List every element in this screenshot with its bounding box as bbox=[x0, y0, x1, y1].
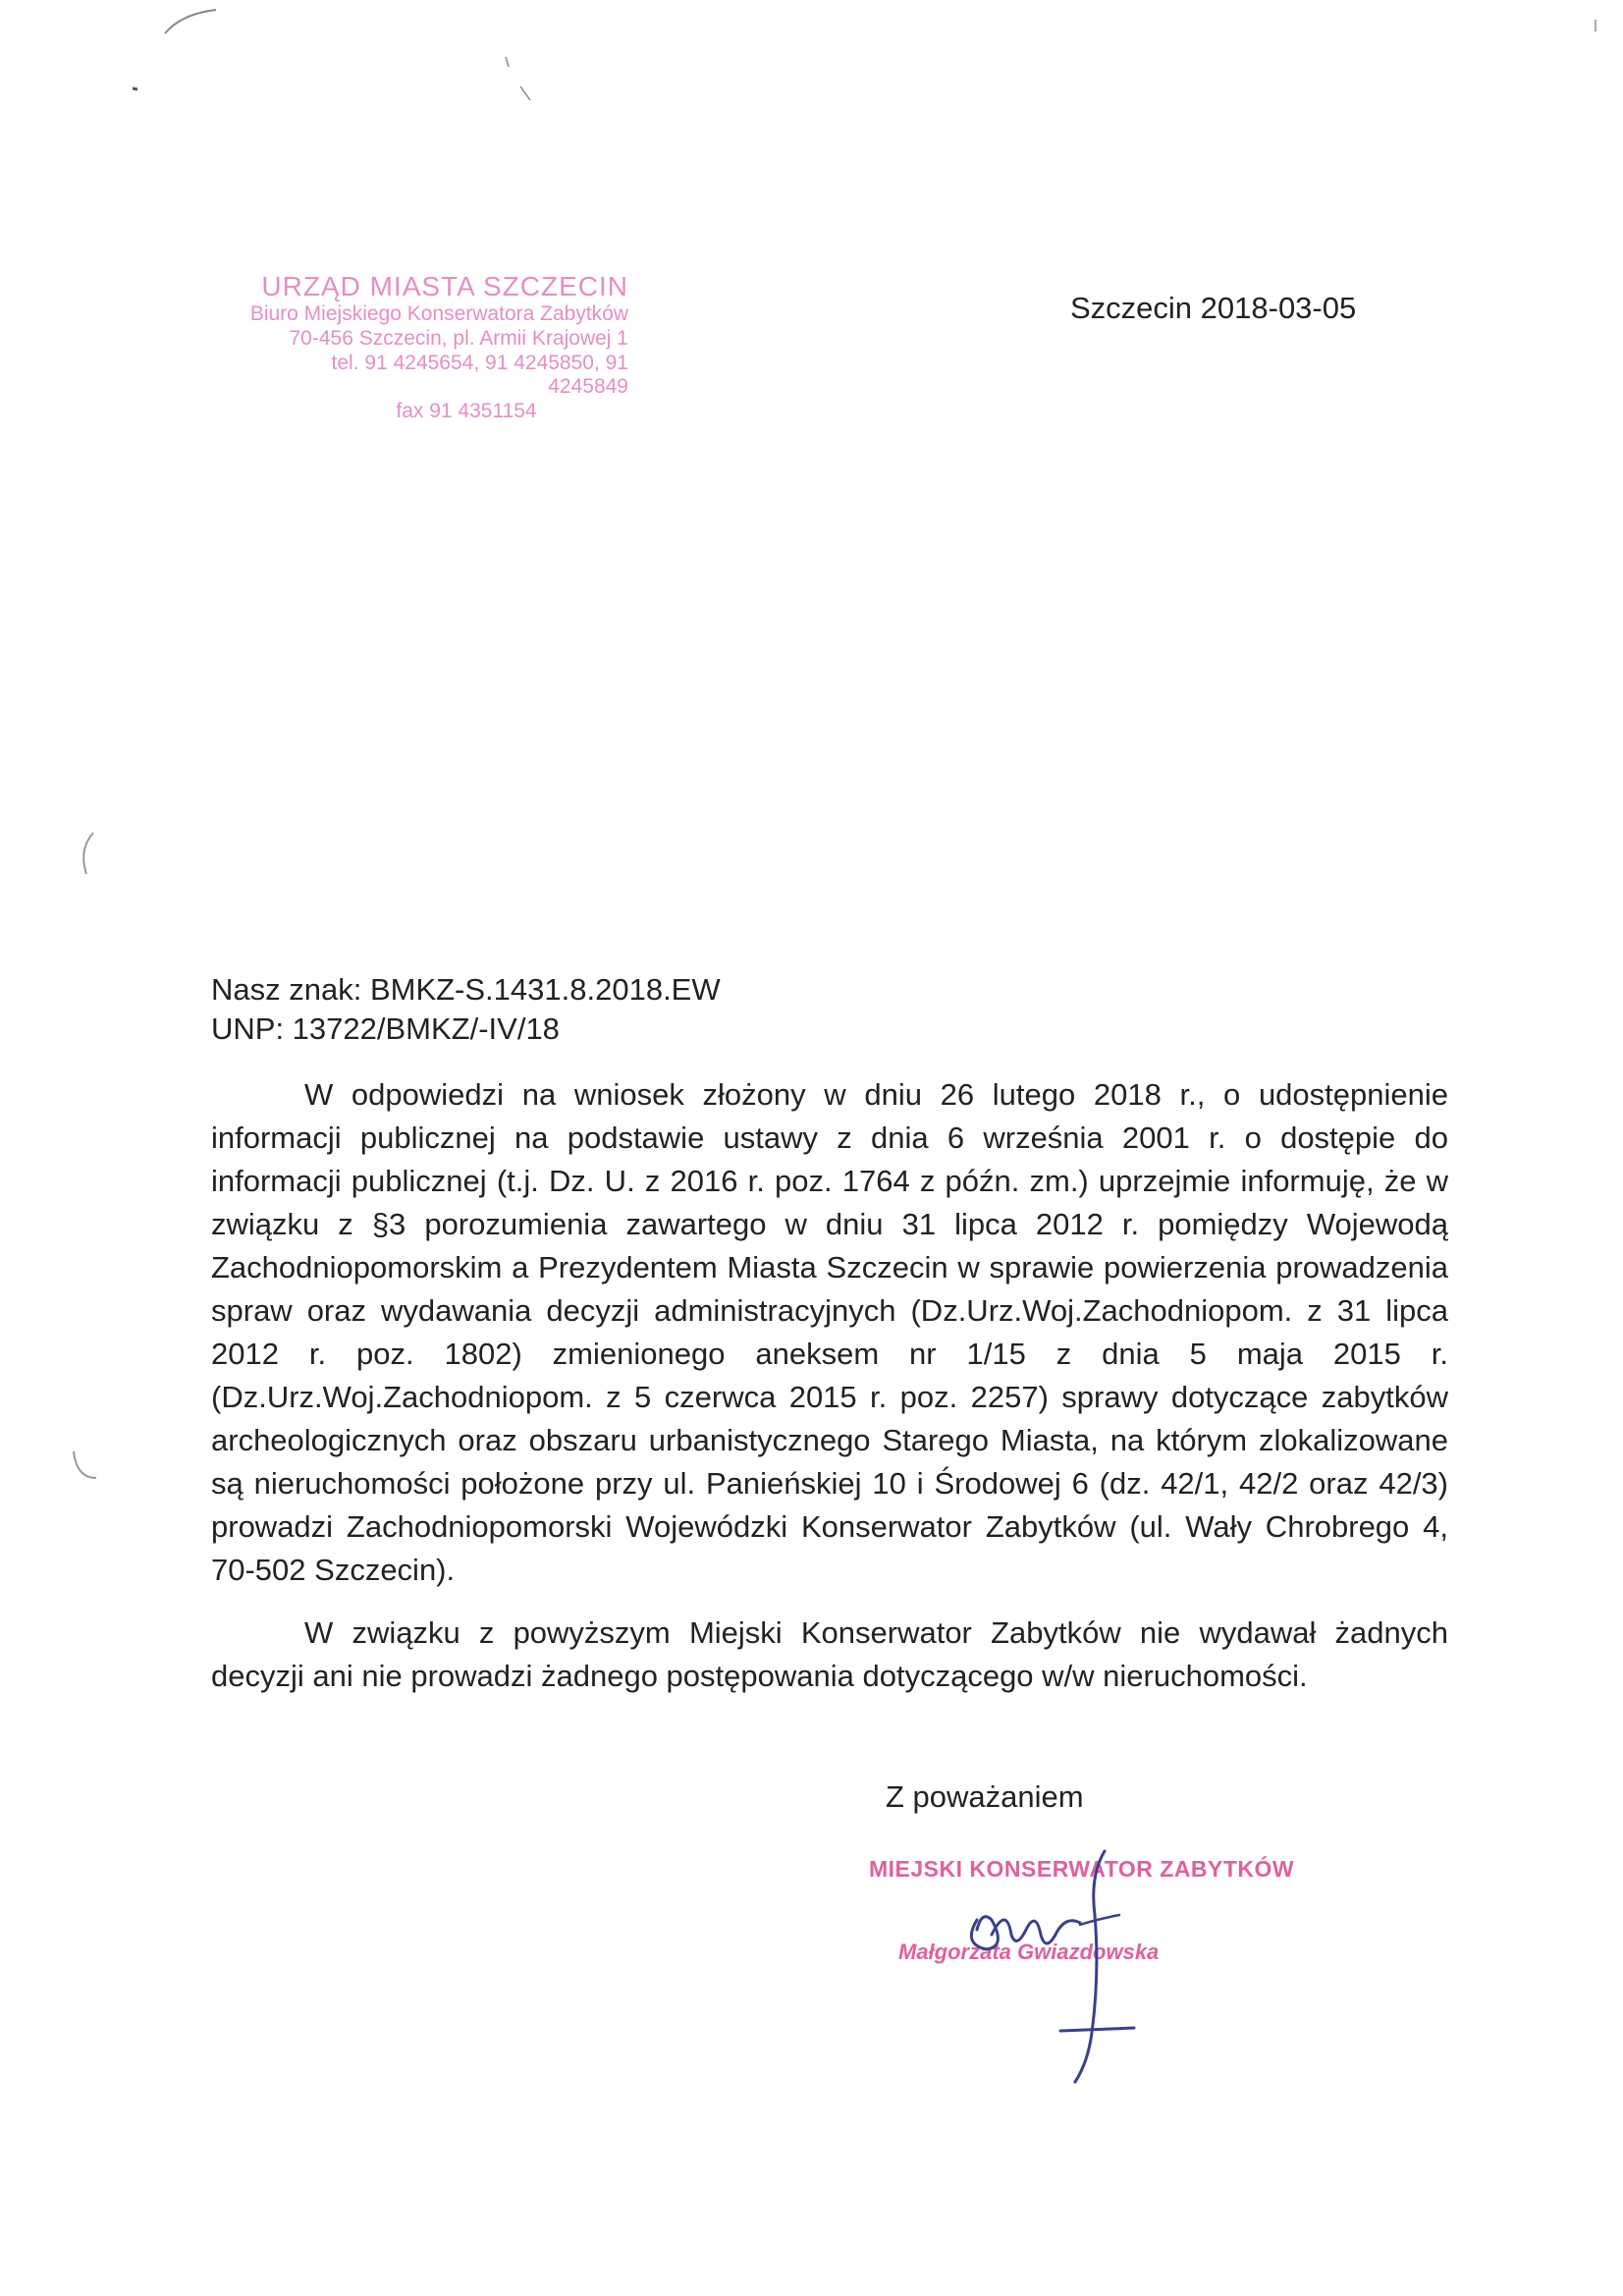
signature-stamp-title: MIEJSKI KONSERWATOR ZABYTKÓW bbox=[869, 1856, 1295, 1882]
handwritten-signature bbox=[933, 1836, 1168, 2092]
letter-body bbox=[211, 1073, 1448, 1718]
body-paragraph-2: W związku z powyższym Miejski Konserwator Zabytków nie wydawał żadnych decyzji ani nie prowadzi żadnego postępowania dotyczącego w/w nieruchomości. bbox=[211, 1615, 1448, 1693]
letterhead-address: 70-456 Szczecin, pl. Armii Krajowej 1 bbox=[289, 326, 628, 350]
letterhead-office: URZĄD MIASTA SZCZECIN bbox=[261, 271, 628, 301]
letter-date: Szczecin 2018-03-05 bbox=[1070, 291, 1357, 325]
closing-phrase: Z poważaniem bbox=[886, 1779, 1084, 1814]
unp-number: UNP: 13722/BMKZ/-IV/18 bbox=[211, 1011, 560, 1047]
body-paragraph-1: W odpowiedzi na wniosek złożony w dniu 26 lutego 2018 r., o udostępnienie informacji publicznej na podstawie ustawy z dnia 6 września 2001 r. o dostępie do informacji publicznej (t.j. Dz. U. z 2016 r. poz. 1764 z późn. zm.) uprzejmie informuję, że w związku z §3 porozumienia zawartego w dniu 31 lipca 2012 r. pomiędzy Wojewodą Zachodniopomorskim a Prezydentem Miasta Szczecin w sprawie powierzenia prowadzenia spraw oraz wydawania decyzji administracyjnych (Dz.Urz.Woj.Zachodniopom. z 31 lipca 2012 r. poz. 1802) zmienionego aneksem nr 1/15 z dnia 5 maja 2015 r. (Dz.Urz.Woj.Zachodniopom. z 5 czerwca 2015 r. poz. 2257) sprawy dotyczące zabytków archeologicznych oraz obszaru urbanistycznego Starego Miasta, na którym zlokalizowane są nieruchomości położone przy ul. Panieńskiej 10 i Środowej 6 (dz. 42/1, 42/2 oraz 42/3) prowadzi Zachodniopomorski Wojewódzki Konserwator Zabytków (ul. Wały Chrobrego 4, 70-502 Szczecin). bbox=[211, 1077, 1448, 1587]
signature-stamp-name: Małgorzata Gwiazdowska bbox=[898, 1940, 1160, 1964]
reference-number: Nasz znak: BMKZ-S.1431.8.2018.EW bbox=[211, 972, 721, 1007]
reference-block bbox=[211, 970, 721, 1050]
letterhead-fax: fax 91 4351154 bbox=[396, 400, 537, 423]
letterhead-phone: tel. 91 4245654, 91 4245850, 91 4245849 bbox=[331, 351, 628, 399]
letterhead-stamp bbox=[245, 270, 628, 424]
letterhead-department: Biuro Miejskiego Konserwatora Zabytków bbox=[249, 302, 628, 326]
